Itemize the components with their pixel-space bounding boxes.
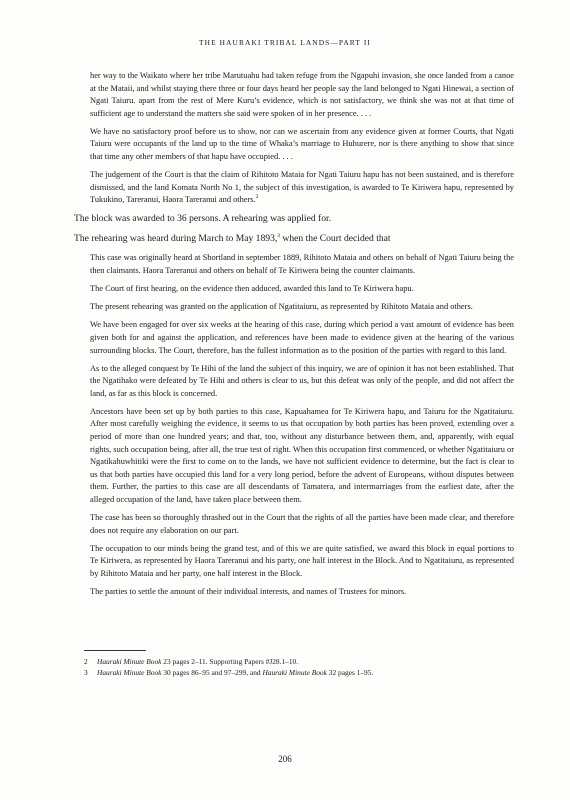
quote-paragraph: The present rehearing was granted on the application of Ngatitaiuru, as represented by Rihitoto Mataia and others.	[90, 302, 473, 312]
narrative-text: when the Court decided that	[280, 233, 391, 245]
footnote-marker: 2	[255, 194, 259, 201]
footnote-source-title: Hauraki Minute Book	[262, 668, 327, 678]
running-head: THE HAURAKI TRIBAL LANDS—PART II	[199, 38, 371, 47]
quote-paragraph: her way to the Waikato where her tribe Marutuahu had taken refuge from the Ngapuhi invasion, she once landed from a canoe at the Mataii, and whilst staying there three or four days heard her people say the land belonged to Ngati Hinewai, a section of Ngati Taiuru. apart from the rest of Mere Kuru’s evidence, which is not satisfactory, we think she was not at that time of sufficient age to understand the matters she said were spoken of in her presence. . . .	[90, 71, 514, 118]
footnote-marker: 3	[277, 233, 281, 240]
page-number: 206	[278, 754, 292, 764]
footnote-text	[97, 656, 298, 667]
footnote-text	[97, 667, 373, 678]
quote-paragraph: The Court of first hearing, on the evidence then adduced, awarded this land to Te Kiriwera hapu.	[90, 284, 414, 294]
quote-paragraph: As to the alleged conquest by Te Hihi of the land the subject of this inquiry, we are of opinion it has not been established. That the Ngatihako were defeated by Te Hihi and others is clear to us, but this defeat was only of the people, and did not affect the land, as far as this block is concerned.	[90, 363, 514, 398]
quote-paragraph	[90, 169, 514, 207]
footnote-detail: 32 pages 1–95.	[326, 668, 374, 678]
footnote	[84, 667, 514, 678]
quote-paragraph: The case has been so thoroughly thrashed out in the Court that the rights of all the parties have been made clear, and therefore does not require any elaboration on our part.	[90, 513, 514, 535]
footnote-detail: 23 pages 2–11. Supporting Papers #J28.1–10.	[161, 657, 299, 666]
narrative-text: The rehearing was heard during March to May 1893,	[74, 233, 278, 245]
quote-paragraph: We have been engaged for over six weeks at the hearing of this case, during which period a vast amount of evidence has been given both for and against the application, and references have been made to evidence given at the hearing of the various surrounding blocks. The Court, therefore, has the fullest information as to the position of the parties with regard to this land.	[90, 320, 514, 355]
narrative-paragraph: The block was awarded to 36 persons. A rehearing was applied for.	[74, 213, 332, 225]
quote-paragraph: The parties to settle the amount of their individual interests, and names of Trustees for minors.	[90, 587, 407, 597]
footnote-source-title: Hauraki Minute Book	[97, 668, 162, 678]
quote-paragraph: This case was originally heard at Shortland in september 1889, Rihitoto Mataia and others on behalf of Ngati Taiuru being the then claimants. Haora Tareranui and others on behalf of Te Kiriwera being the counter claimants.	[90, 253, 514, 276]
narrative-paragraph	[74, 232, 514, 245]
footnote-rule	[84, 650, 146, 651]
footnote-detail: 30 pages 86–95 and 97–299, and	[161, 668, 263, 678]
footnote-number: 2	[84, 657, 88, 666]
quote-paragraph: We have no satisfactory proof before us to show, nor can we ascertain from any evidence given at former Courts, that Ngati Taiuru were occupants of the land up to the time of Whaka’s marriage to Huhurere, nor is there anything to show that since that time any other members of that hapu have occupied. . . .	[90, 126, 514, 162]
footnote	[84, 656, 514, 667]
quote-text: The judgement of the Court is that the claim of Rihitoto Mataia for Ngati Taiuru hapu has not been sustained, and is therefore dismissed, and the land Komata North No 1, the subject of this investigation, is awarded to Te Kiriwera hapu, represented by Tukukino, Tareranui, Haora Tareranui and others.	[90, 170, 514, 205]
body-text	[74, 70, 514, 604]
quote-paragraph: Ancestors have been set up by both parties to this case, Kapuahamea for Te Kiriwera hapu, and Taiuru for the Ngatitaiuru. After most carefully weighing the evidence, it seems to us that occupation by both parties has been proved, extending over a period of more than one hundred years; and that, too, without any disturbance between them, and, apparently, with equal rights, such occupation being, after all, the true test of right. When this occupation first commenced, or whether Ngatitaiuru or Ngatikahuwhitiki were the first to come on to the lands, we have not sufficient evidence to determine, but the fact is clear to us that both parties have occupied this land for a very long period, before the advent of Europeans, without disputes between them. Further, the parties to this case are all descendants of Tamatera, and intermarriages from the earliest date, after the alleged occupation of the land, have taken place between them.	[90, 406, 514, 505]
block-quote-judgement-1	[90, 70, 514, 207]
block-quote-judgement-2	[90, 252, 514, 598]
quote-paragraph: The occupation to our minds being the grand test, and of this we are quite satisfied, we award this block in equal portions to Te Kiriwera, as represented by Haora Tareranui and his party, one half interest in the Block. And to Ngatitaiuru, as represented by Rihitoto Mataia and her party, one half interest in the Block.	[90, 543, 514, 578]
footnote-number: 3	[84, 668, 88, 678]
footnote-source-title: Hauraki Minute Book	[97, 657, 162, 666]
footnotes	[84, 656, 514, 678]
